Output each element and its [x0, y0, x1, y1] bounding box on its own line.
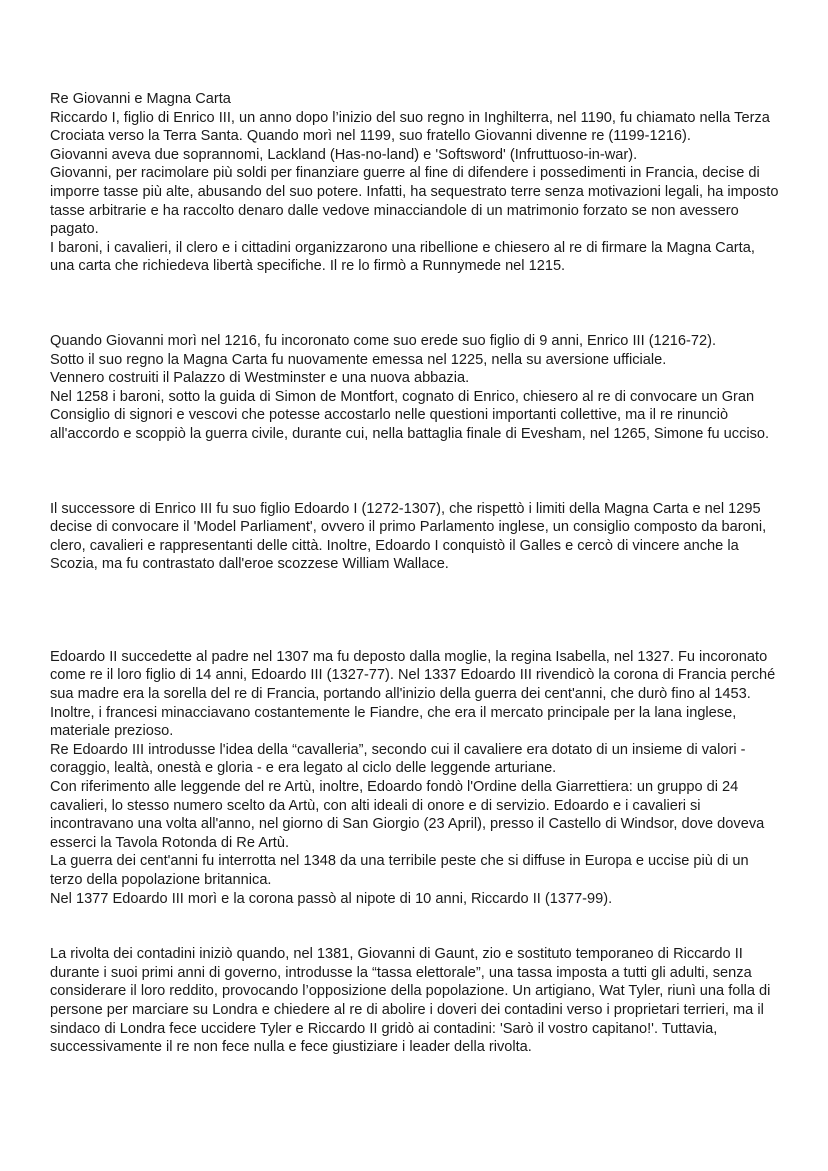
section-spacer: [50, 574, 780, 648]
paragraph: Il successore di Enrico III fu suo figlio Edoardo I (1272-1307), che rispettò i limiti della Magna Carta e nel 1295 decise di convocare il 'Model Parliament', ovvero il primo Parlamento inglese, un consiglio composto da baroni, clero, cavalieri e rappresentanti delle città. Inoltre, Edoardo I conquistò il Galles e cercò di vincere anche la Scozia, ma fu contrastato dall'eroe scozzese William Wallace.: [50, 500, 767, 573]
section-spacer: [50, 276, 780, 332]
paragraph: Vennero costruiti il Palazzo di Westminster e una nuova abbazia.: [50, 370, 470, 387]
paragraph: Re Edoardo III introdusse l'idea della “cavalleria”, secondo cui il cavaliere era dotato di un insieme di valori - coraggio, lealtà, onestà e gloria - e era legato al ciclo delle leggende arturiane.: [50, 741, 746, 777]
paragraph: Giovanni, per racimolare più soldi per finanziare guerre al fine di difendere i possedimenti in Francia, decise di imporre tasse più alte, abusando del suo potere. Infatti, ha sequestrato terre senza motivazioni legali, ha imposto tasse arbitrarie e ha raccolto denaro dalle vedove minacciandole di un matrimonio forzato se non avessero pagato.: [50, 165, 779, 238]
section-spacer: [50, 444, 780, 500]
paragraph: La rivolta dei contadini iniziò quando, nel 1381, Giovanni di Gaunt, zio e sostituto temporaneo di Riccardo II durante i suoi primi anni di governo, introdusse la “tassa elettorale”, una tassa imposta a tutti gli adulti, senza considerare il loro reddito, provocando l’opposizione della popolazione. Un artigiano, Wat Tyler, riunì una folla di persone per marciare su Londra e chiedere al re di abolire i doveri dei contadini verso i proprietari terrieri, ma il sindaco di Londra fece uccidere Tyler e Riccardo II gridò ai contadini: 'Sarò il vostro capitano!'. Tuttavia, successivamente il re non fece nulla e fece giustiziare i leader della rivolta.: [50, 946, 771, 1056]
section-edoardo-ii-iii: [50, 648, 780, 908]
paragraph: Edoardo II succedette al padre nel 1307 ma fu deposto dalla moglie, la regina Isabella, nel 1327. Fu incoronato come re il loro figlio di 14 anni, Edoardo III (1327-77). Nel 1337 Edoardo III rivendicò la corona di Francia perché sua madre era la sorella del re di Francia, portando all'inizio della guerra dei cent'anni, che durò fino al 1453. Inoltre, i francesi minacciavano costantemente le Fiandre, che era il mercato principale per la lana inglese, materiale prezioso.: [50, 648, 776, 740]
paragraph: Con riferimento alle leggende del re Artù, inoltre, Edoardo fondò l'Ordine della Giarrettiera: un gruppo di 24 cavalieri, lo stesso numero scelto da Artù, con alti ideali di onore e di servizio. Edoardo e i cavalieri si incontravano una volta all'anno, nel giorno di San Giorgio (23 April), presso il Castello di Windsor, dove doveva esserci la Tavola Rotonda di Re Artù.: [50, 779, 765, 851]
section-title: Re Giovanni e Magna Carta: [50, 91, 231, 107]
section-re-giovanni: [50, 90, 780, 276]
section-spacer: [50, 908, 780, 945]
paragraph: I baroni, i cavalieri, il clero e i cittadini organizzarono una ribellione e chiesero al re di firmare la Magna Carta, una carta che richiedeva libertà specifiche. Il re lo firmò a Runnymede nel 1215.: [50, 239, 755, 275]
paragraph: Quando Giovanni morì nel 1216, fu incoronato come suo erede suo figlio di 9 anni, Enrico III (1216-72).: [50, 332, 717, 349]
paragraph: Giovanni aveva due soprannomi, Lackland (Has-no-land) e 'Softsword' (Infruttuoso-in-war).: [50, 146, 638, 163]
paragraph: La guerra dei cent'anni fu interrotta nel 1348 da una terribile peste che si diffuse in Europa e uccise più di un terzo della popolazione britannica.: [50, 853, 749, 888]
paragraph: Nel 1377 Edoardo III morì e la corona passò al nipote di 10 anni, Riccardo II (1377-99).: [50, 890, 613, 907]
paragraph: Sotto il suo regno la Magna Carta fu nuovamente emessa nel 1225, nella su aversione ufficiale.: [50, 351, 667, 368]
paragraph: Nel 1258 i baroni, sotto la guida di Simon de Montfort, cognato di Enrico, chiesero al re di convocare un Gran Consiglio di signori e vescovi che potesse accostarlo nelle questioni importanti collettive, ma il re rinunciò all'accordo e scoppiò la guerra civile, durante cui, nella battaglia finale di Evesham, nel 1265, Simone fu ucciso.: [50, 388, 770, 442]
section-edoardo-i: [50, 500, 780, 574]
section-rivolta-contadini: [50, 945, 780, 1057]
section-enrico-iii: [50, 332, 780, 444]
document-body: [50, 90, 780, 1057]
paragraph: Riccardo I, figlio di Enrico III, un anno dopo l’inizio del suo regno in Inghilterra, nel 1190, fu chiamato nella Terza Crociata verso la Terra Santa. Quando morì nel 1199, suo fratello Giovanni divenne re (1199-1216).: [50, 109, 770, 145]
